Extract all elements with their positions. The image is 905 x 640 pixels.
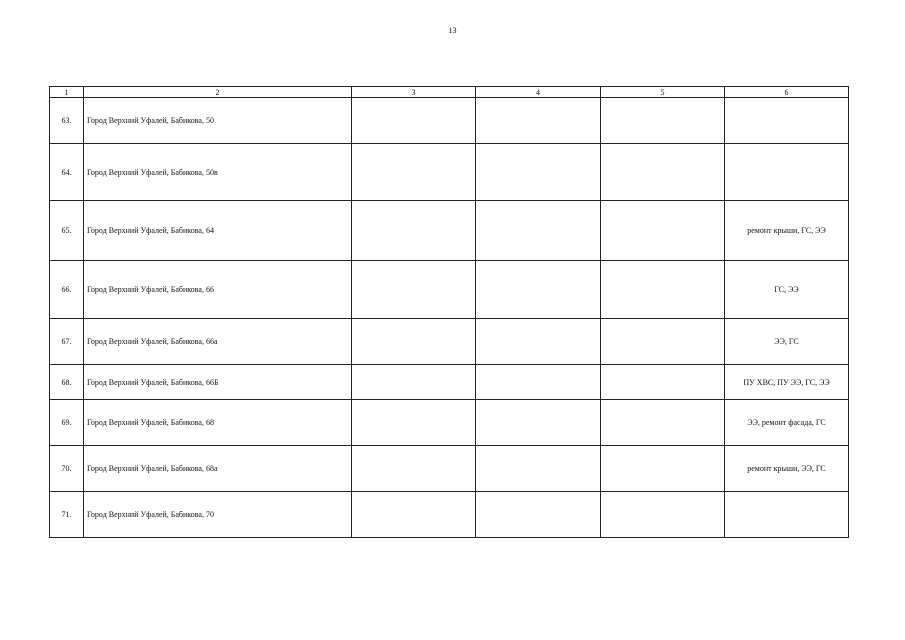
row-number: 65. [50, 201, 84, 261]
row-number: 71. [50, 492, 84, 538]
row-cell-5 [601, 365, 725, 400]
row-cell-4 [476, 144, 601, 201]
row-cell-3 [352, 98, 476, 144]
row-cell-5 [601, 492, 725, 538]
column-header-3: 3 [352, 87, 476, 98]
row-cell-3 [352, 400, 476, 446]
row-cell-5 [601, 98, 725, 144]
document-table [49, 86, 849, 538]
table-header-row [50, 87, 849, 98]
row-number: 64. [50, 144, 84, 201]
table-row [50, 319, 849, 365]
row-cell-6: ремонт крыши, ЭЭ, ГС [725, 446, 849, 492]
table-row [50, 98, 849, 144]
table-row [50, 365, 849, 400]
row-cell-3 [352, 201, 476, 261]
row-number: 70. [50, 446, 84, 492]
column-header-2: 2 [84, 87, 352, 98]
column-header-6: 6 [725, 87, 849, 98]
row-cell-4 [476, 261, 601, 319]
row-cell-6: ПУ ХВС, ПУ ЭЭ, ГС, ЭЭ [725, 365, 849, 400]
row-cell-6: ЭЭ, ГС [725, 319, 849, 365]
row-cell-3 [352, 319, 476, 365]
column-header-4: 4 [476, 87, 601, 98]
row-cell-4 [476, 400, 601, 446]
row-number: 69. [50, 400, 84, 446]
row-cell-6: ГС, ЭЭ [725, 261, 849, 319]
row-cell-5 [601, 201, 725, 261]
row-address: Город Верхний Уфалей, Бабикова, 68 [84, 400, 352, 446]
row-cell-3 [352, 144, 476, 201]
table-row [50, 492, 849, 538]
row-address: Город Верхний Уфалей, Бабикова, 50в [84, 144, 352, 201]
row-cell-3 [352, 365, 476, 400]
row-address: Город Верхний Уфалей, Бабикова, 66а [84, 319, 352, 365]
row-cell-6 [725, 98, 849, 144]
table-row [50, 201, 849, 261]
row-cell-6 [725, 492, 849, 538]
row-cell-3 [352, 446, 476, 492]
row-cell-4 [476, 201, 601, 261]
table-row [50, 144, 849, 201]
column-header-5: 5 [601, 87, 725, 98]
row-cell-6 [725, 144, 849, 201]
row-address: Город Верхний Уфалей, Бабикова, 50 [84, 98, 352, 144]
row-address: Город Верхний Уфалей, Бабикова, 66Б [84, 365, 352, 400]
column-header-1: 1 [50, 87, 84, 98]
row-address: Город Верхний Уфалей, Бабикова, 68а [84, 446, 352, 492]
table-row [50, 400, 849, 446]
row-address: Город Верхний Уфалей, Бабикова, 66 [84, 261, 352, 319]
row-cell-3 [352, 261, 476, 319]
table-row [50, 261, 849, 319]
row-cell-4 [476, 319, 601, 365]
row-cell-6: ЭЭ, ремонт фасада, ГС [725, 400, 849, 446]
row-cell-5 [601, 261, 725, 319]
row-cell-4 [476, 98, 601, 144]
row-cell-5 [601, 446, 725, 492]
row-number: 63. [50, 98, 84, 144]
row-cell-4 [476, 446, 601, 492]
row-cell-4 [476, 365, 601, 400]
row-address: Город Верхний Уфалей, Бабикова, 64 [84, 201, 352, 261]
row-address: Город Верхний Уфалей, Бабикова, 70 [84, 492, 352, 538]
row-cell-4 [476, 492, 601, 538]
row-number: 67. [50, 319, 84, 365]
row-number: 68. [50, 365, 84, 400]
page-number: 13 [448, 26, 457, 35]
row-cell-3 [352, 492, 476, 538]
row-cell-5 [601, 144, 725, 201]
row-number: 66. [50, 261, 84, 319]
row-cell-5 [601, 319, 725, 365]
row-cell-5 [601, 400, 725, 446]
table-row [50, 446, 849, 492]
row-cell-6: ремонт крыши, ГС, ЭЭ [725, 201, 849, 261]
